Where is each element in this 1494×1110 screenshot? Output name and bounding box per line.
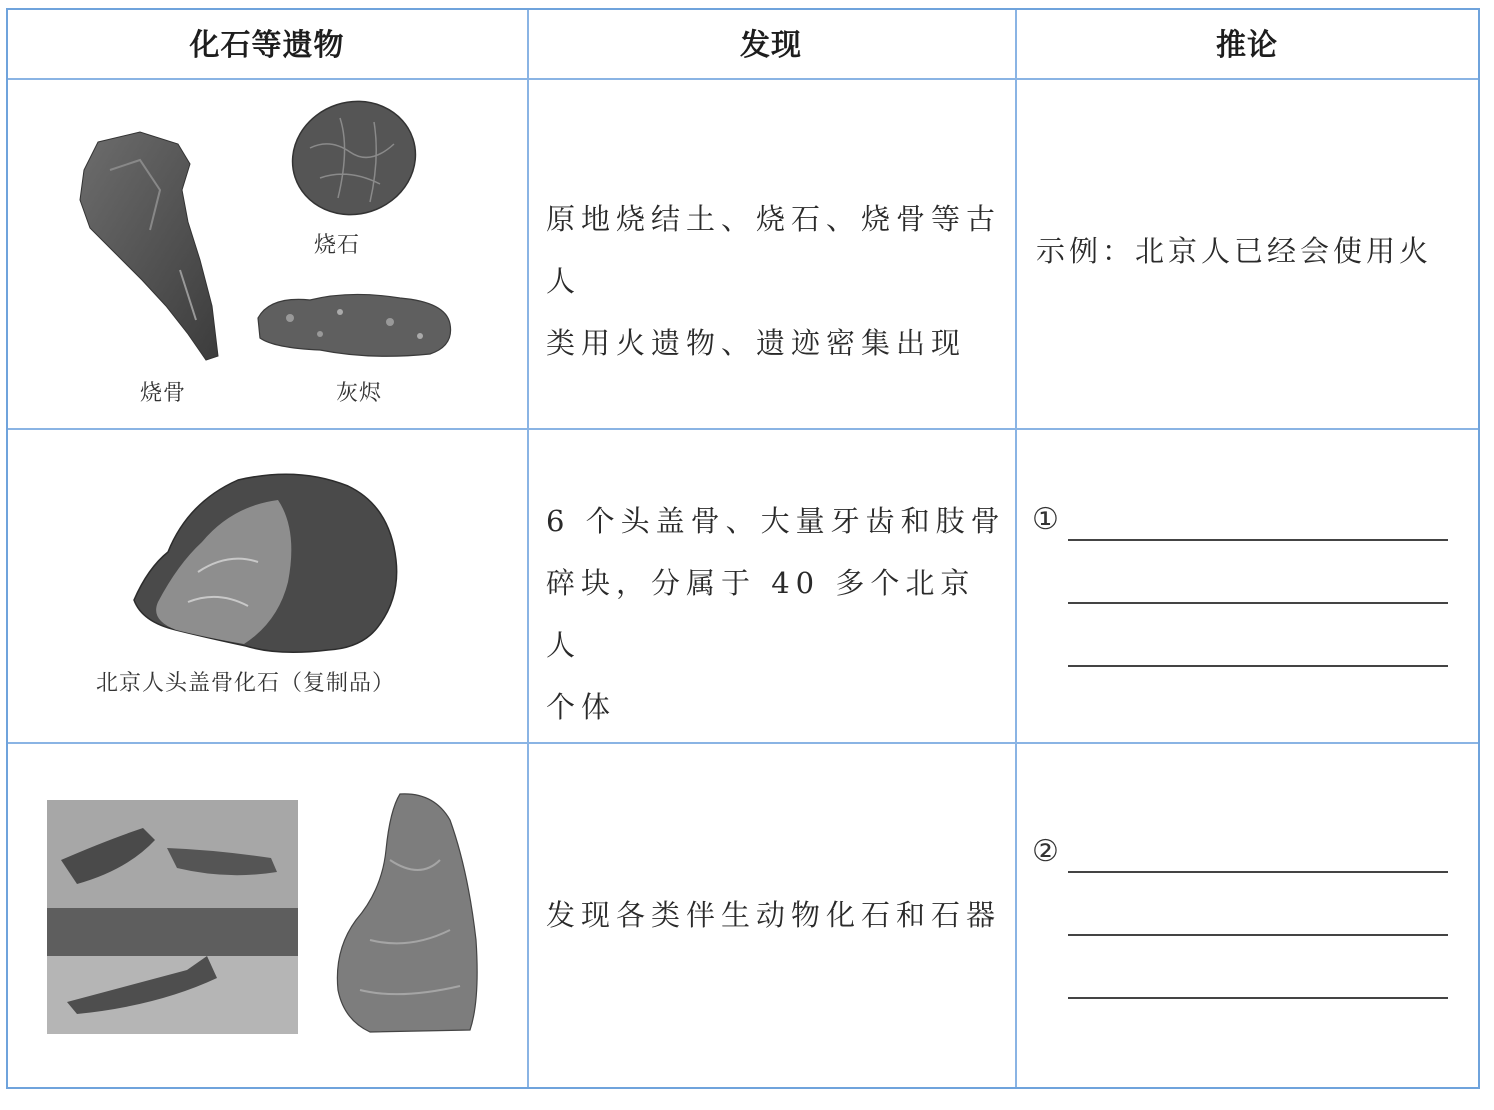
answer-blank[interactable] [1068, 997, 1448, 999]
caption-burnt-stone: 烧石 [314, 233, 361, 258]
finding-row-2 [546, 490, 1006, 738]
answer-blank[interactable] [1068, 602, 1448, 604]
column-divider [1015, 10, 1017, 1087]
finding-line: 类用火遗物、遗迹密集出现 [546, 326, 967, 360]
caption-burnt-bone: 烧骨 [140, 381, 187, 406]
finding-line: 个体 [546, 690, 617, 724]
row-divider [8, 428, 1478, 430]
stone-tool-image [330, 790, 482, 1036]
animal-fossils-photo [47, 800, 298, 1034]
answer-marker-1: ① [1032, 502, 1059, 537]
caption-skull-cap: 北京人头盖骨化石（复制品） [96, 671, 396, 696]
answer-blank[interactable] [1068, 871, 1448, 873]
burnt-bone-image [70, 130, 230, 370]
ash-image [250, 288, 456, 360]
row-divider [8, 78, 1478, 80]
finding-row-1 [546, 188, 1006, 374]
finding-line: 发现各类伴生动物化石和石器 [546, 898, 1002, 932]
column-divider [527, 10, 529, 1087]
answer-blank[interactable] [1068, 665, 1448, 667]
answer-blank[interactable] [1068, 934, 1448, 936]
row-divider [8, 742, 1478, 744]
inference-example: 示例：北京人已经会使用火 [1036, 234, 1433, 268]
skull-cap-image [128, 472, 404, 662]
header-inference: 推论 [1216, 28, 1278, 63]
finding-line: 6 个头盖骨、大量牙齿和肢骨 [546, 504, 1006, 538]
finding-line: 原地烧结土、烧石、烧骨等古人 [546, 202, 1002, 298]
answer-blank[interactable] [1068, 539, 1448, 541]
caption-ash: 灰烬 [336, 381, 383, 406]
answer-marker-2: ② [1032, 834, 1059, 869]
finding-line: 碎块，分属于 40 多个北京人 [546, 566, 976, 662]
header-fossils: 化石等遗物 [189, 28, 345, 63]
header-findings: 发现 [740, 28, 802, 63]
finding-row-3 [546, 884, 1006, 946]
burnt-stone-image [290, 98, 422, 220]
